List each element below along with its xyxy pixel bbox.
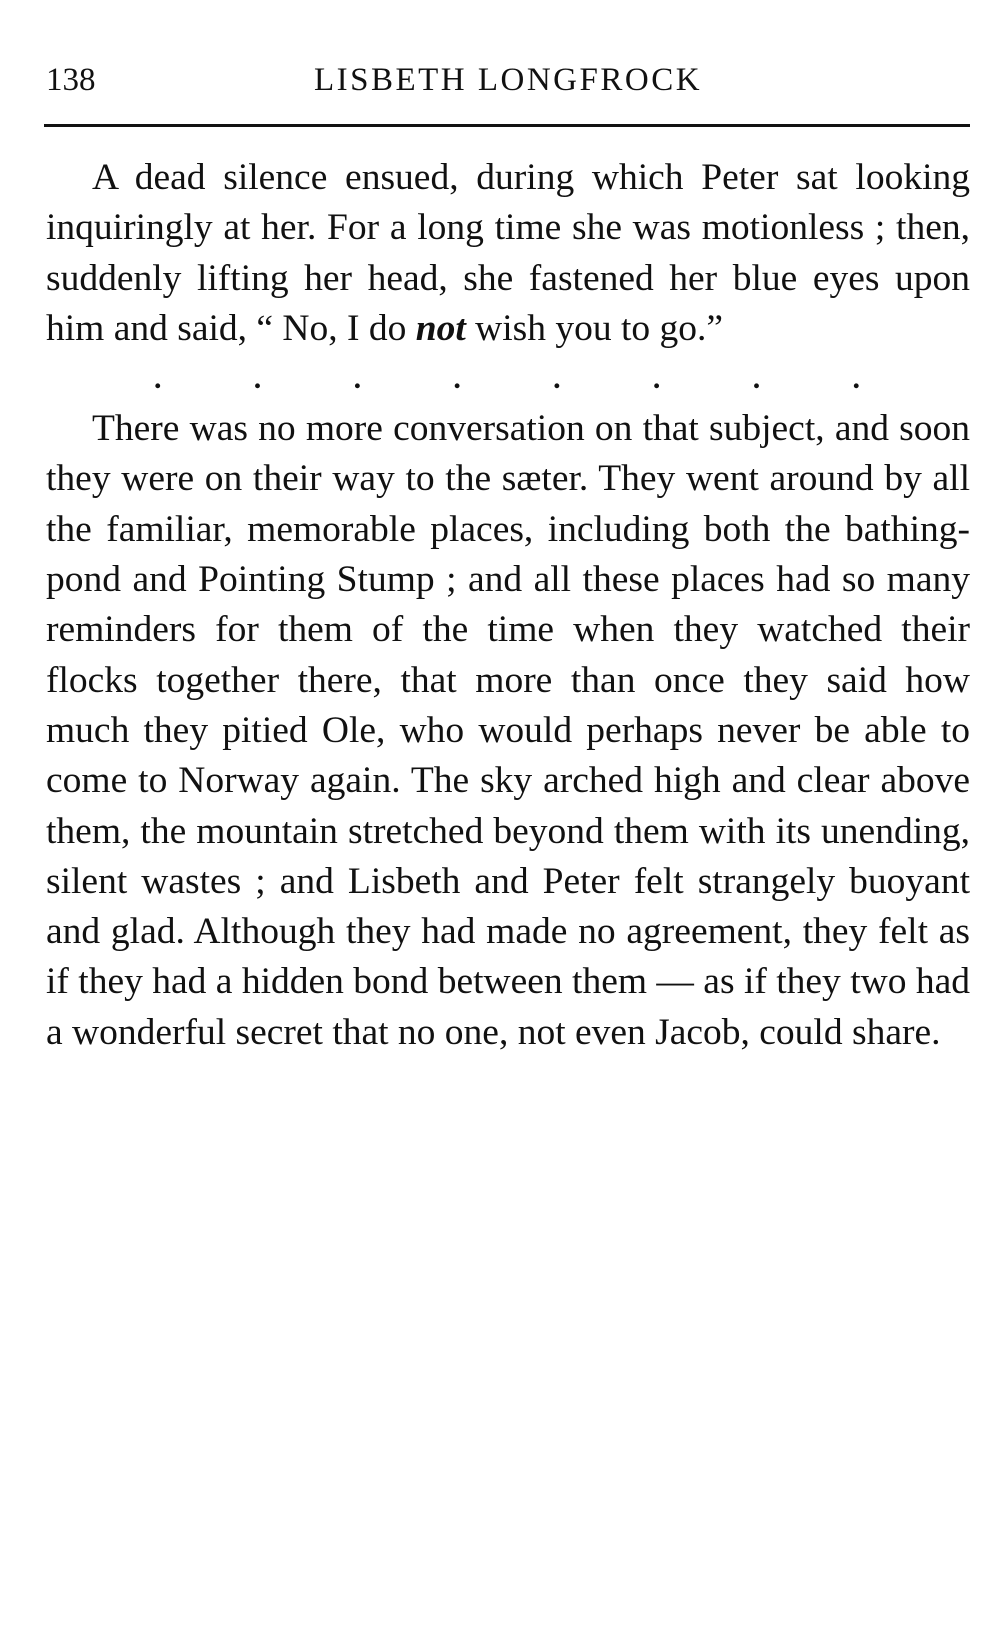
body-text (46, 153, 970, 1058)
section-break (46, 354, 970, 404)
break-dot: . (453, 362, 461, 396)
paragraph-1 (46, 153, 970, 354)
break-dot: . (752, 362, 761, 396)
paragraph-1-end: wish you to go.” (465, 307, 724, 349)
paragraph-2: There was no more conversation on that subject, and soon they were on their way to the sæter. They went around by all the familiar, memorable places, including both the bathing-pond and Pointing Stump ; and all these places had so many reminders for them of the time when they watched their flocks together there, that more than once they said how much they pitied Ole, who would perhaps never be able to come to Norway again. The sky arched high and clear above them, the mountain stretched beyond them with its unending, silent wastes ; and Lisbeth and Peter felt strangely buoyant and glad. Although they had made no agreement, they felt as if they had a hidden bond between them — as if they two had a wonderful secret that no one, not even Jacob, could share. (46, 408, 970, 1053)
running-title: LISBETH LONGFROCK (313, 62, 703, 98)
break-dot: . (353, 362, 362, 396)
break-dot: . (652, 362, 661, 396)
page-number: 138 (46, 62, 96, 98)
break-dot: . (852, 362, 860, 396)
paragraph-1-text: A dead silence ensued, during which Peter sat looking inquiringly at her. For a long time she was motionless ; then, suddenly lifting her head, she fastened her blue eyes upon him and said, “ No, I do (46, 157, 970, 349)
header-rule (44, 124, 970, 127)
break-dot: . (154, 362, 162, 396)
emphasis-not: not (415, 307, 466, 349)
break-dot: . (253, 362, 262, 396)
running-head (46, 58, 970, 102)
break-dot: . (553, 362, 561, 396)
